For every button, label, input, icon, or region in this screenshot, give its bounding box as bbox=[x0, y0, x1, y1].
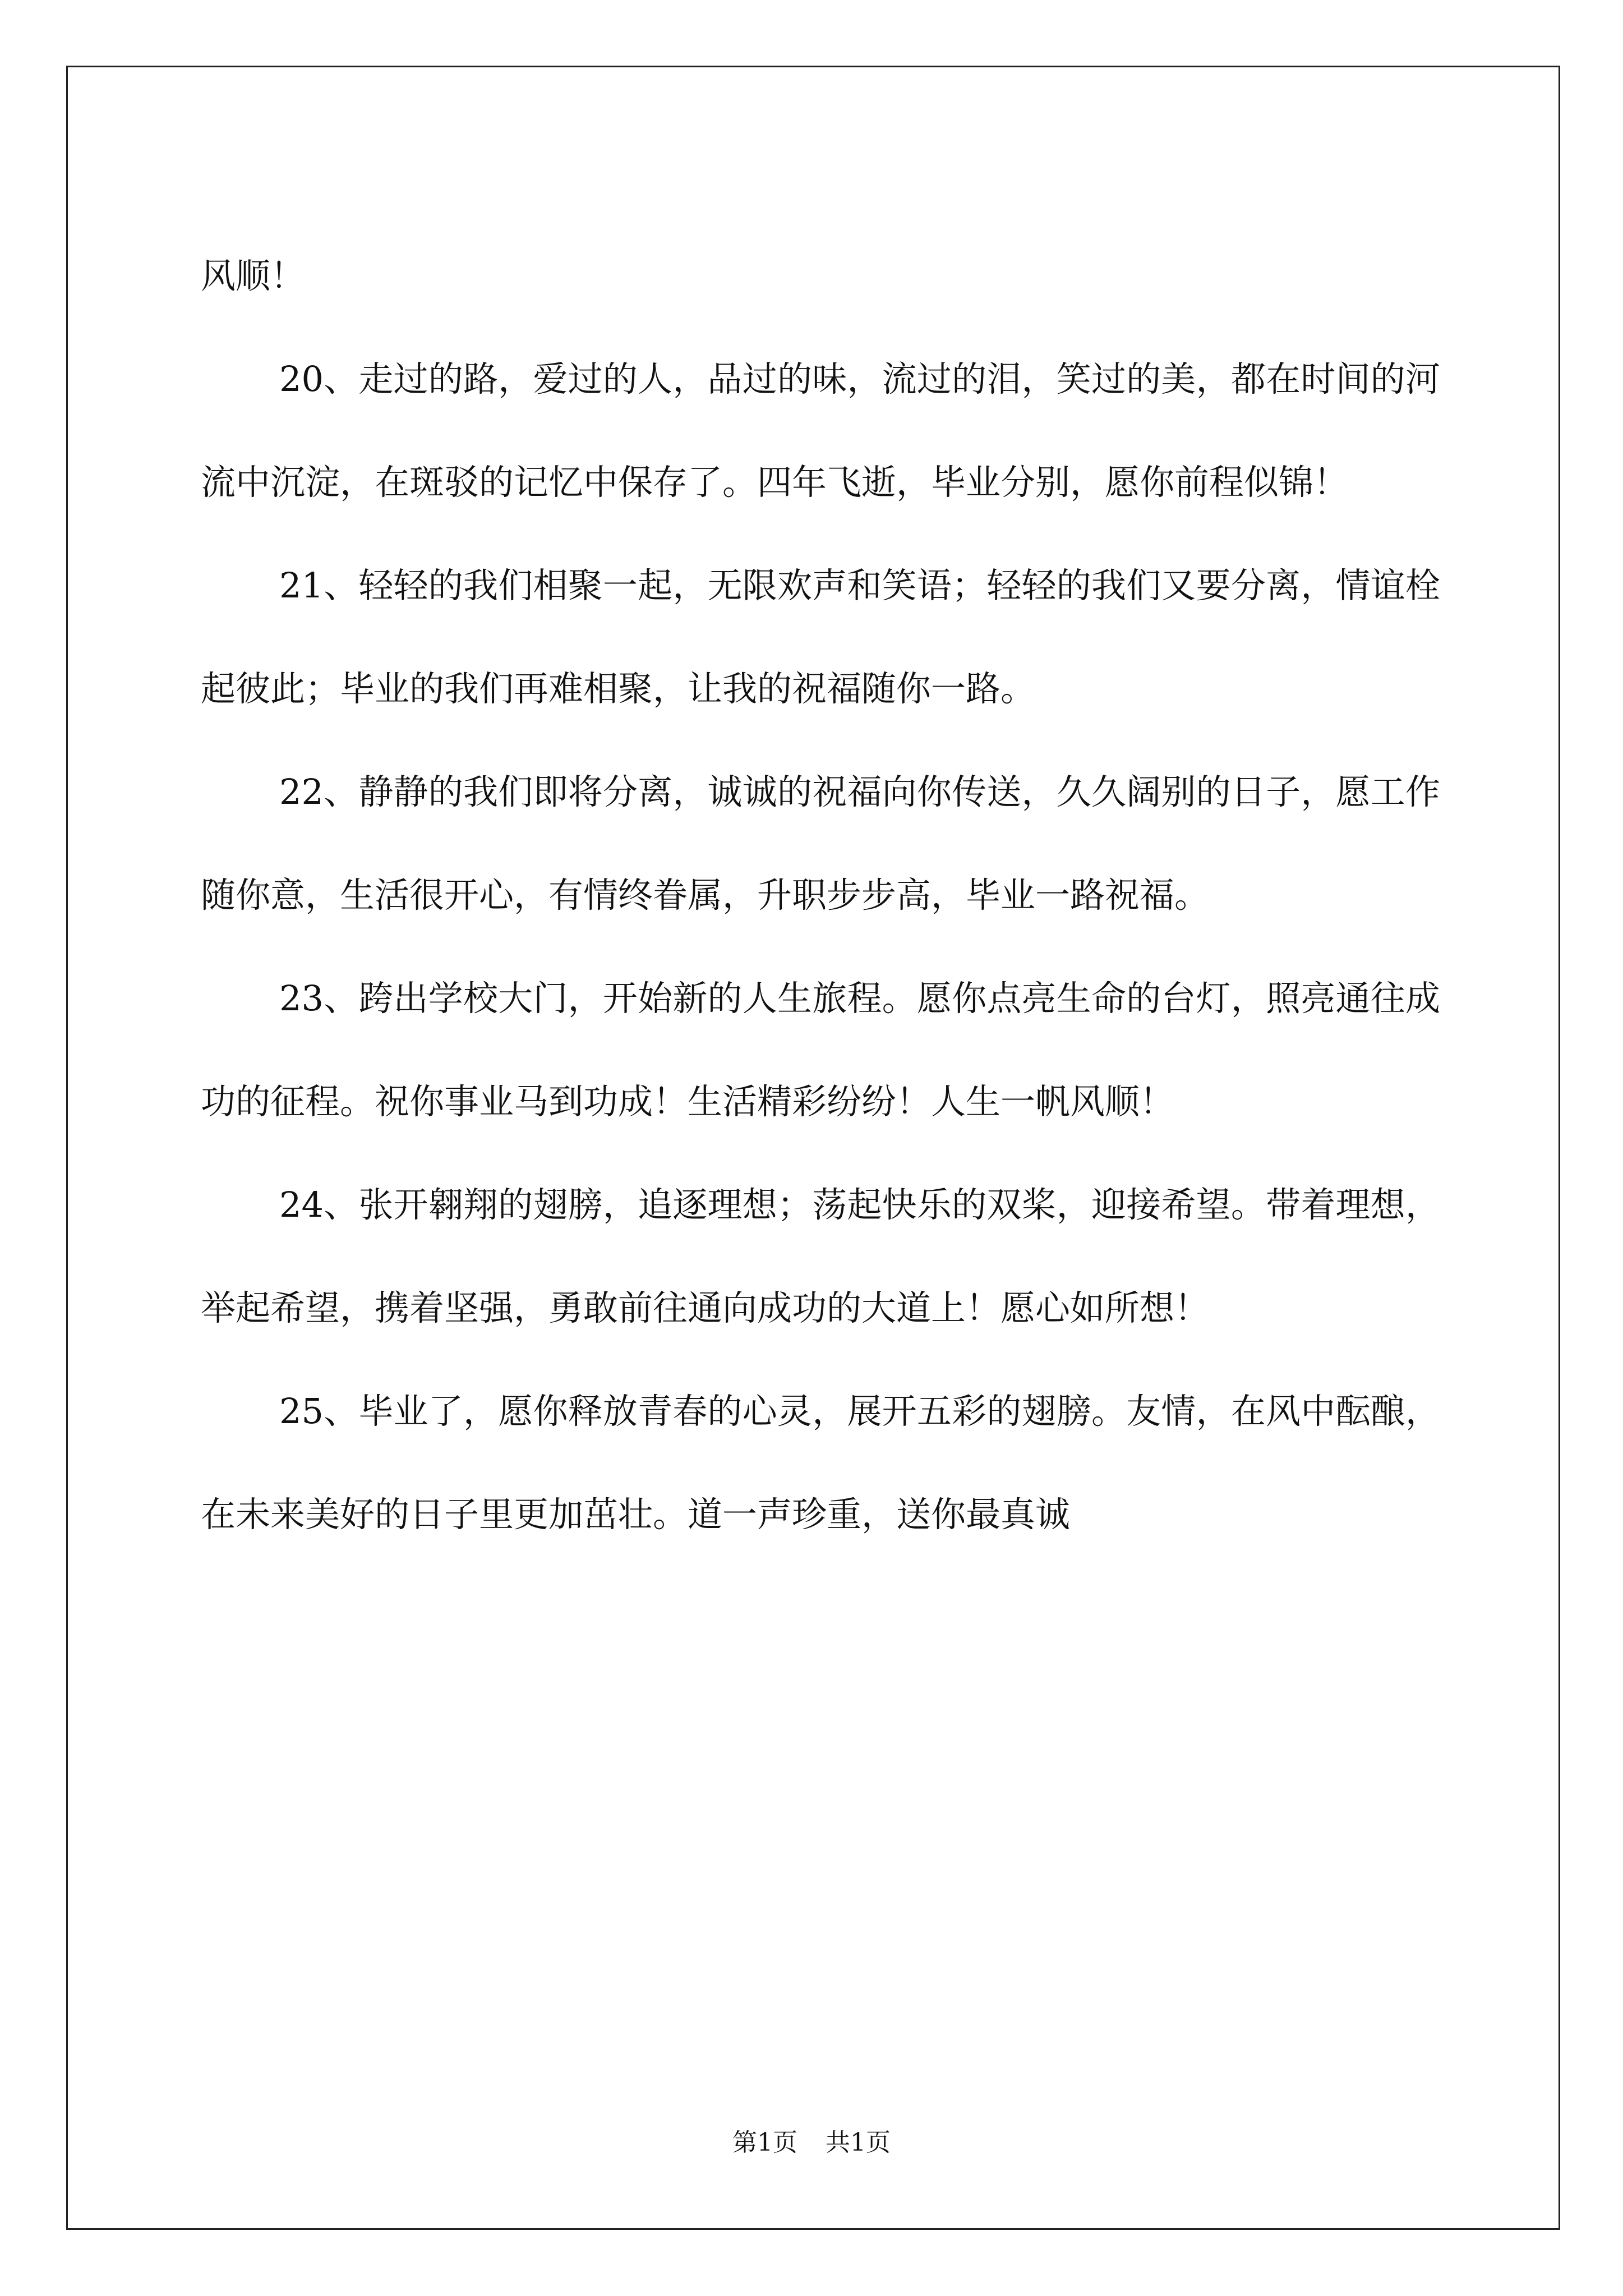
paragraph-24: 24、张开翱翔的翅膀，追逐理想；荡起快乐的双桨，迎接希望。带着理想，举起希望，携着坚强，勇敢前往通向成功的大道上！愿心如所想！ bbox=[201, 1184, 1440, 1328]
paragraph-0: 风顺！ bbox=[201, 255, 306, 296]
paragraph-25: 25、毕业了，愿你释放青春的心灵，展开五彩的翅膀。友情，在风中酝酿，在未来美好的日子里更加茁壮。道一声珍重，送你最真诚 bbox=[201, 1391, 1440, 1535]
paragraph-22: 22、静静的我们即将分离，诚诚的祝福向你传送，久久阔别的日子，愿工作随你意，生活很开心，有情终眷属，升职步步高，毕业一路祝福。 bbox=[201, 771, 1440, 915]
page-number-current: 第1页 bbox=[732, 2128, 797, 2157]
paragraph-21: 21、轻轻的我们相聚一起，无限欢声和笑语；轻轻的我们又要分离，情谊栓起彼此；毕业的我们再难相聚，让我的祝福随你一路。 bbox=[201, 565, 1440, 709]
document-body bbox=[201, 224, 1440, 1566]
page-footer bbox=[0, 2126, 1623, 2160]
paragraph-23: 23、跨出学校大门，开始新的人生旅程。愿你点亮生命的台灯，照亮通往成功的征程。祝你事业马到功成！生活精彩纷纷！人生一帆风顺！ bbox=[201, 978, 1440, 1122]
paragraph-20: 20、走过的路，爱过的人，品过的味，流过的泪，笑过的美，都在时间的河流中沉淀，在斑驳的记忆中保存了。四年飞逝，毕业分别，愿你前程似锦！ bbox=[201, 358, 1440, 503]
page-number-total: 共1页 bbox=[826, 2128, 891, 2157]
